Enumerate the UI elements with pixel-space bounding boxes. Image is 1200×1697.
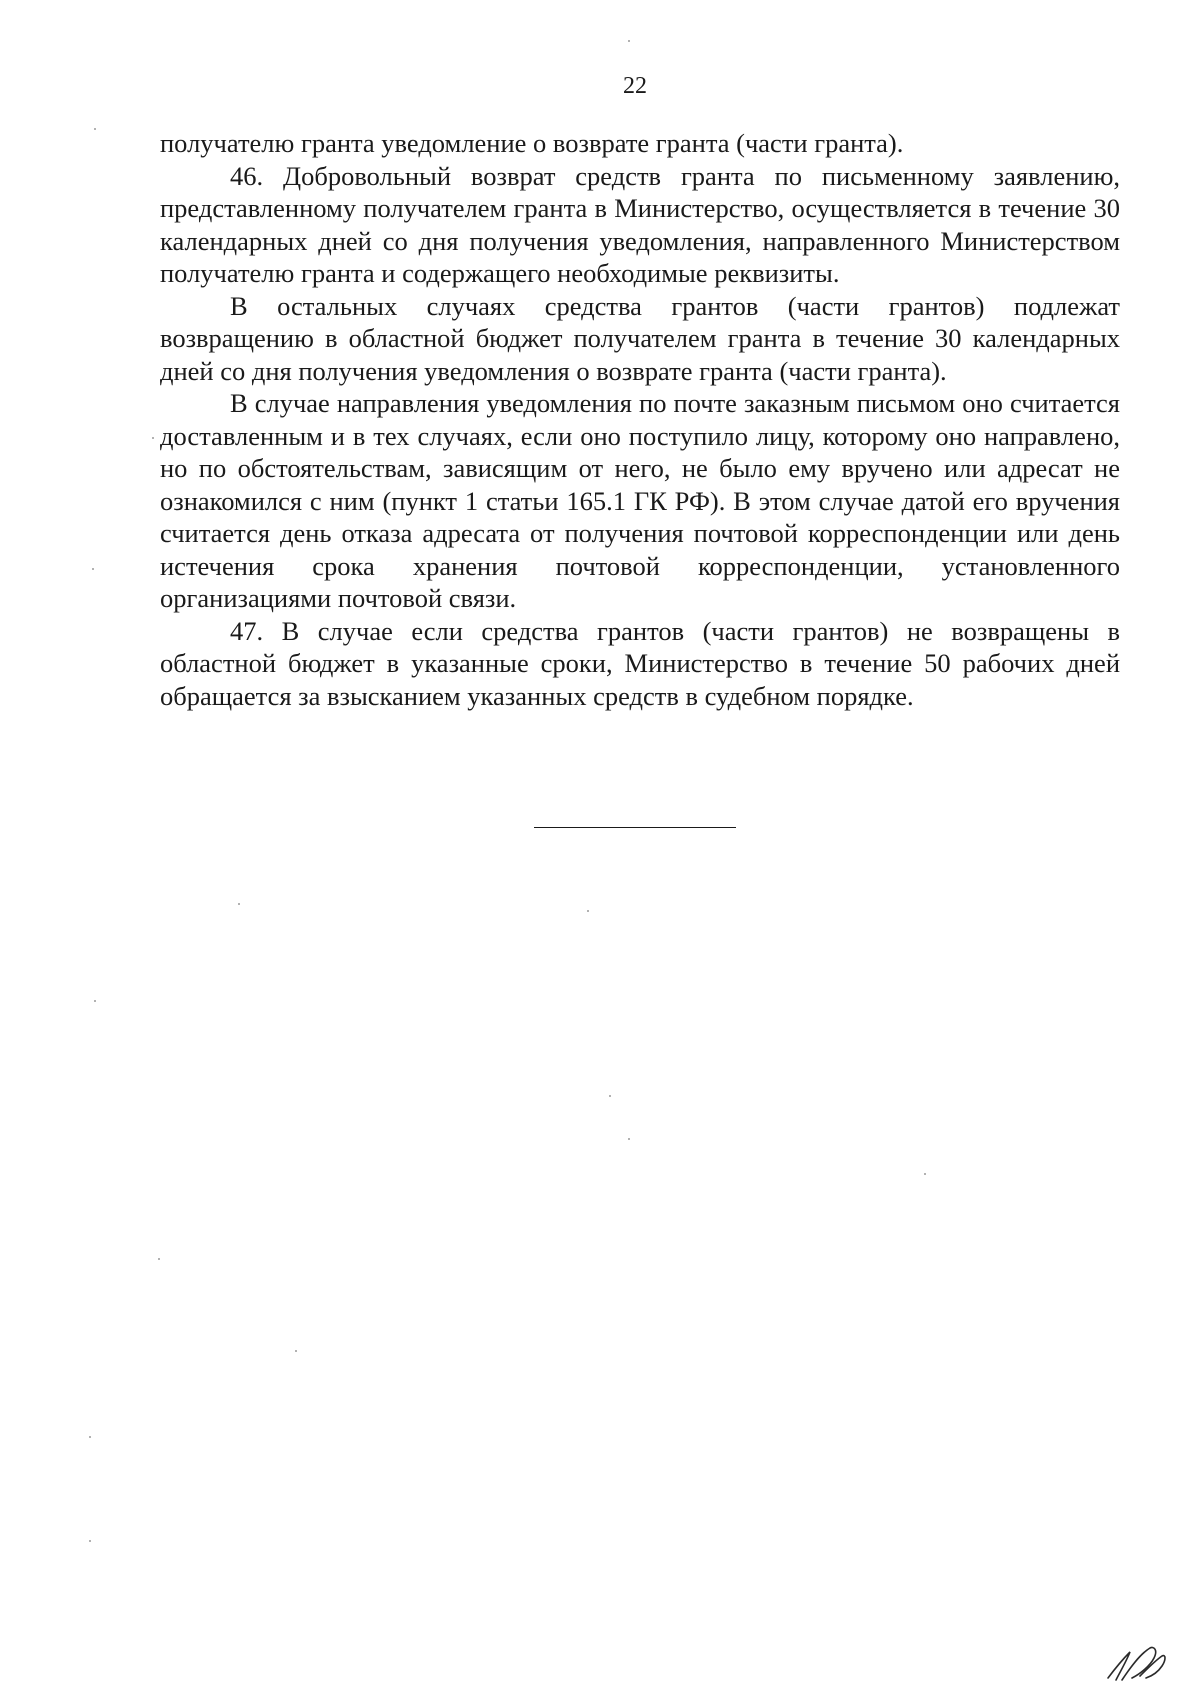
- initials-signature-mark: [1100, 1640, 1170, 1684]
- scan-speck: [152, 437, 154, 439]
- scan-speck: [89, 1436, 91, 1438]
- scan-speck: [628, 1138, 630, 1140]
- scan-speck: [94, 128, 96, 130]
- scan-speck: [587, 910, 589, 912]
- paragraph-item-46: 46. Добровольный возврат средств гранта по письменному заявлению, представленному получателем гранта в Министерство, осуществляется в течение 30 календарных дней со дня получения уведомления, направленного Министерством получателю гранта и содержащего необходимые реквизиты.: [160, 160, 1120, 288]
- scan-speck: [924, 1173, 926, 1175]
- paragraph-other-cases: В остальных случаях средства грантов (части грантов) подлежат возвращению в областной бюджет получателем гранта в течение 30 календарных дней со дня получения уведомления о возврате гранта (части гранта).: [160, 290, 1120, 386]
- end-of-text-rule: [534, 827, 736, 828]
- scan-speck: [295, 1350, 297, 1352]
- paragraph-postal-delivery: В случае направления уведомления по почте заказным письмом оно считается доставленным и в тех случаях, если оно поступило лицу, которому оно направлено, но по обстоятельствам, зависящим от него, не было ему вручено или адресат не ознакомился с ним (пункт 1 статьи 165.1 ГК РФ). В этом случае датой его вручения считается день отказа адресата от получения почтовой корреспонденции или день истечения срока хранения почтовой корреспонденции, установленного организациями почтовой связи.: [160, 388, 1120, 613]
- scan-speck: [94, 1000, 96, 1002]
- paragraph-item-47: 47. В случае если средства грантов (части грантов) не возвращены в областной бюджет в указанные сроки, Министерство в течение 50 рабочих дней обращается за взысканием указанных средств в судебном порядке.: [160, 615, 1120, 711]
- scan-speck: [92, 568, 94, 570]
- scan-speck: [609, 1095, 611, 1097]
- paragraph-continuation: получателю гранта уведомление о возврате гранта (части гранта).: [160, 128, 904, 158]
- scan-speck: [89, 1540, 91, 1542]
- page-number: 22: [623, 73, 647, 99]
- document-body: [160, 127, 1120, 712]
- scan-speck: [628, 40, 630, 42]
- scan-speck: [238, 903, 240, 905]
- scan-speck: [158, 1258, 160, 1260]
